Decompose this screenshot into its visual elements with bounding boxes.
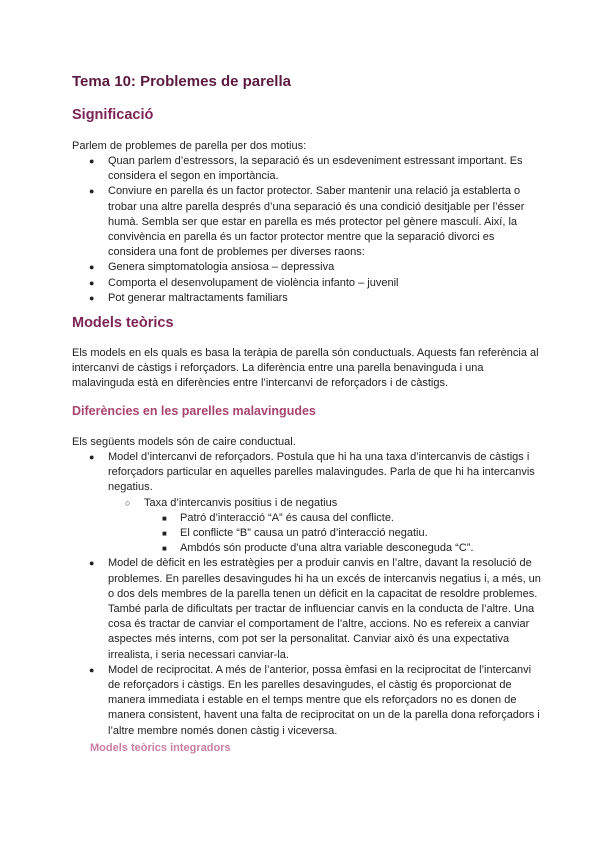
heading-models-integradors: Models teòrics integradors <box>90 742 231 754</box>
list-item: ● Model de dèficit en les estratègies per a produir canvis en l’altre, davant la resolució de problemes. En parelles desavingudes hi ha un excés de intercanvis negatius i, a més, un o dos dels membres de la parella tenen un dèficit en la capacitat de resoldre problemes. També parla de dificultats per tractar de influenciar canvis en la conducta de l’altre. Una cosa és tractar de canviar el comportament de l’altre, accions. No es refereix a canviar aspectes més interns, com pot ser la personalitat. Canviar això és una expectativa irrealista, i seria necessari canviar-la. <box>89 557 541 661</box>
square-bullet-icon: ■ <box>162 529 167 539</box>
heading-models-teorics: Models teòrics <box>72 315 174 331</box>
diferencies-list <box>72 450 542 739</box>
bullet-icon: ● <box>89 664 95 675</box>
list-item: ● Conviure en parella és un factor protector. Saber mantenir una relació ja establerta o trobar una altre parella després d’una separació és una condició desitjable per l’ésser humà. Sembla ser que estar en parella es més protector pel gènere masculí. Així, la convivència en parella és un factor protector mentre que la separació divorci es considera una font de problemes per diverses raons: <box>89 185 525 259</box>
models-teorics-paragraph: Els models en els quals es basa la teràpia de parella són conductuals. Aquests fan referència al intercanvi de càstigs i reforçadors. La diferència entre una parella benavinguda i una malavinguda està en diferències entre l’intercanvi de reforçadors i de càstigs. <box>72 347 539 390</box>
bullet-icon: ● <box>89 156 95 166</box>
diferencies-intro: Els següents models són de caire conductual. <box>72 436 296 448</box>
list-item: ● Model de reciprocitat. A més de l’anterior, possa èmfasi en la reciprocitat de l’intercanvi de reforçadors i càstigs. En les parelles desavingudes, el càstig és proporcionat de manera immediata i estable en el temps mentre que els reforçadors no es donen de manera consistent, havent una falta de reciprocitat on un de la parella dona reforçadors i l’altre membre només donen càstig i viceversa. <box>89 663 540 737</box>
list-item: ● Quan parlem d’estressors, la separació és un esdeveniment estressant important. Es considera el segon en importància. <box>89 155 523 183</box>
list-item: ○ Taxa d’intercanvis positius i de negatius ■ Patró d’interacció “A” és causa del conflicte. ■ El conflicte “B” causa un patró d’interacció negatiu. ■ Ambdós són producte d’una altra variable desconeguda “C”. <box>108 496 542 557</box>
heading-diferencies: Diferències en les parelles malavingudes <box>72 404 316 418</box>
bullet-icon: ● <box>89 558 95 569</box>
list-item: ■ Patró d’interacció “A” és causa del conflicte. <box>144 511 542 526</box>
bullet-icon: ● <box>89 262 95 273</box>
list-item: ● Genera simptomatologia ansiosa – depressiva <box>72 260 542 275</box>
list-item: ■ Ambdós són producte d’una altra variable desconeguda “C”. <box>144 541 542 556</box>
sublist <box>108 496 542 557</box>
bullet-icon: ● <box>89 452 95 462</box>
document-title: Tema 10: Problemes de parella <box>72 73 291 90</box>
list-item: ● Model d’intercanvi de reforçadors. Postula que hi ha una taxa d’intercanvis de càstigs i reforçadors particular en aquelles parelles malavingudes. Parla de que hi ha intercanvis negatius. ○ Taxa d’intercanvis positius i de negatius ■ Patró d’interacció “A” és causa del conflicte. ■ El conflicte “B” causa un patró d’interacció negatiu. ■ Ambdós són producte d’una altra variable desconeguda “C”. <box>72 450 542 556</box>
circle-bullet-icon: ○ <box>125 497 131 508</box>
bullet-icon: ● <box>89 186 95 197</box>
square-bullet-icon: ■ <box>162 513 167 523</box>
heading-significacio: Significació <box>72 107 154 123</box>
bullet-icon: ● <box>89 292 95 303</box>
list-item: ● Pot generar maltractaments familiars <box>72 291 542 306</box>
list-item: ■ El conflicte “B” causa un patró d’interacció negatiu. <box>144 526 542 541</box>
square-bullet-icon: ■ <box>162 544 167 554</box>
significacio-intro: Parlem de problemes de parella per dos motius: <box>72 140 307 152</box>
list-item: ● Comporta el desenvolupament de violència infanto – juvenil <box>72 276 542 291</box>
bullet-icon: ● <box>89 277 95 288</box>
sub-sublist <box>144 511 542 557</box>
significacio-list <box>72 154 542 306</box>
